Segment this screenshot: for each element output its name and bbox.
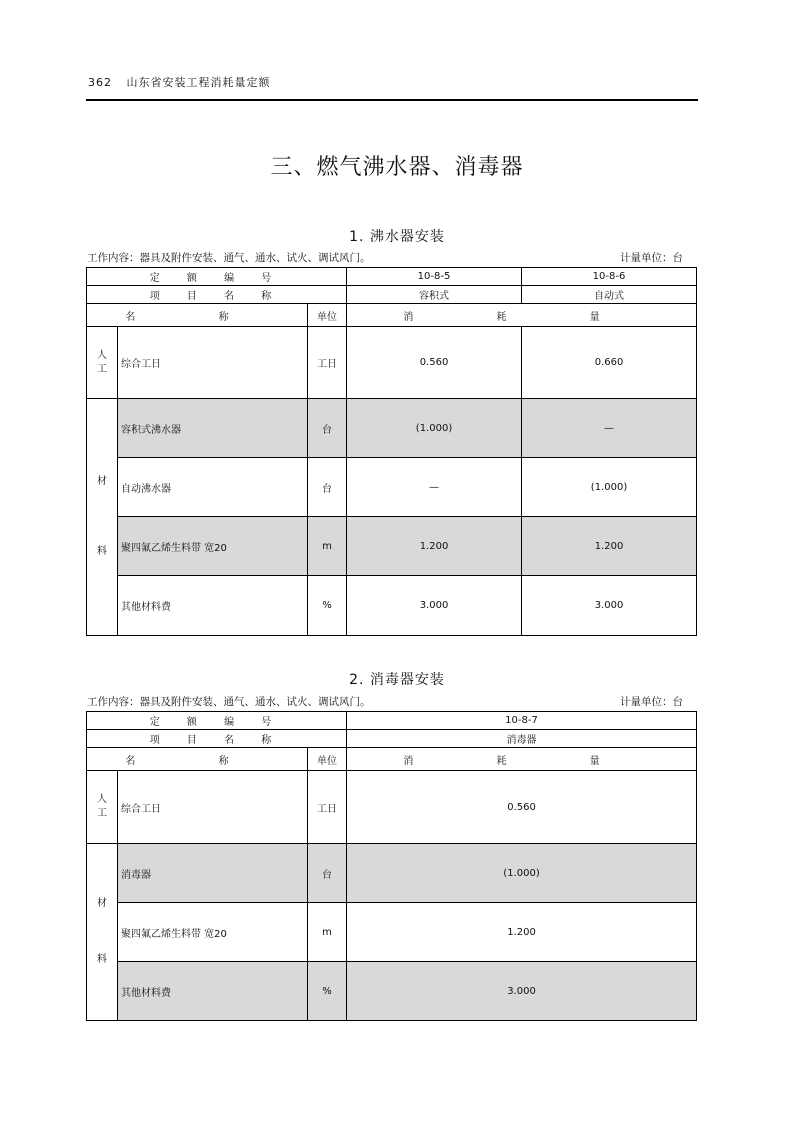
consumption-value: 0.560 <box>347 327 522 399</box>
section2-work-content <box>87 694 697 709</box>
consumption-value: (1.000) <box>347 399 522 458</box>
page-number: 362 <box>88 76 112 89</box>
resource-unit: 工日 <box>308 327 347 399</box>
section2-title: 2. 消毒器安装 <box>349 672 445 688</box>
consumption-column-header: 消 耗 量 <box>347 304 697 327</box>
resource-unit: m <box>308 903 347 962</box>
consumption-value: 1.200 <box>522 517 697 576</box>
item-name-label: 项 目 名 称 <box>87 286 347 304</box>
resource-unit: 工日 <box>308 771 347 844</box>
resource-unit: 台 <box>308 399 347 458</box>
consumption-value: 1.200 <box>347 517 522 576</box>
resource-unit: 台 <box>308 844 347 903</box>
resource-unit: m <box>308 517 347 576</box>
material-group-label: 材 料 <box>87 844 118 1021</box>
resource-name: 其他材料费 <box>118 962 308 1021</box>
name-column-header: 名 称 <box>87 304 308 327</box>
resource-name: 其他材料费 <box>118 576 308 636</box>
section1-work-text: 工作内容：器具及附件安装、通气、通水、试火、调试风门。 <box>87 252 371 264</box>
consumption-column-header: 消 耗 量 <box>347 748 697 771</box>
resource-name: 容积式沸水器 <box>118 399 308 458</box>
header-rule <box>86 99 698 101</box>
quota-code: 10-8-5 <box>347 268 522 286</box>
unit-column-header: 单位 <box>308 748 347 771</box>
resource-name: 综合工日 <box>118 771 308 844</box>
section2-work-text: 工作内容：器具及附件安装、通气、通水、试火、调试风门。 <box>87 696 371 708</box>
unit-column-header: 单位 <box>308 304 347 327</box>
consumption-value: 3.000 <box>522 576 697 636</box>
consumption-value: 0.660 <box>522 327 697 399</box>
material-group-label: 材 料 <box>87 399 118 636</box>
resource-name: 自动沸水器 <box>118 458 308 517</box>
consumption-value: 3.000 <box>347 576 522 636</box>
section1-table <box>86 267 697 636</box>
name-column-header: 名 称 <box>87 748 308 771</box>
item-name: 自动式 <box>522 286 697 304</box>
item-name: 消毒器 <box>347 730 697 748</box>
quota-number-label: 定 额 编 号 <box>87 712 347 730</box>
section1-unit: 计量单位：台 <box>620 252 683 264</box>
item-name-label: 项 目 名 称 <box>87 730 347 748</box>
consumption-value: — <box>522 399 697 458</box>
labor-group-label: 人 工 <box>87 771 118 844</box>
consumption-value: 1.200 <box>347 903 697 962</box>
item-name: 容积式 <box>347 286 522 304</box>
consumption-value: (1.000) <box>347 844 697 903</box>
consumption-value: — <box>347 458 522 517</box>
quota-code: 10-8-7 <box>347 712 697 730</box>
resource-name: 聚四氟乙烯生料带 宽20 <box>118 903 308 962</box>
resource-unit: % <box>308 576 347 636</box>
resource-name: 聚四氟乙烯生料带 宽20 <box>118 517 308 576</box>
section1-work-content <box>87 250 697 265</box>
quota-code: 10-8-6 <box>522 268 697 286</box>
resource-unit: 台 <box>308 458 347 517</box>
book-title: 山东省安装工程消耗量定额 <box>126 76 271 89</box>
running-header <box>88 74 698 90</box>
consumption-value: 3.000 <box>347 962 697 1021</box>
consumption-value: 0.560 <box>347 771 697 844</box>
resource-name: 综合工日 <box>118 327 308 399</box>
chapter-title: 三、燃气沸水器、消毒器 <box>270 155 524 180</box>
labor-group-label: 人 工 <box>87 327 118 399</box>
quota-number-label: 定 额 编 号 <box>87 268 347 286</box>
section2-table <box>86 711 697 1021</box>
consumption-value: (1.000) <box>522 458 697 517</box>
resource-unit: % <box>308 962 347 1021</box>
resource-name: 消毒器 <box>118 844 308 903</box>
section2-unit: 计量单位：台 <box>620 696 683 708</box>
section1-title: 1. 沸水器安装 <box>349 229 445 245</box>
